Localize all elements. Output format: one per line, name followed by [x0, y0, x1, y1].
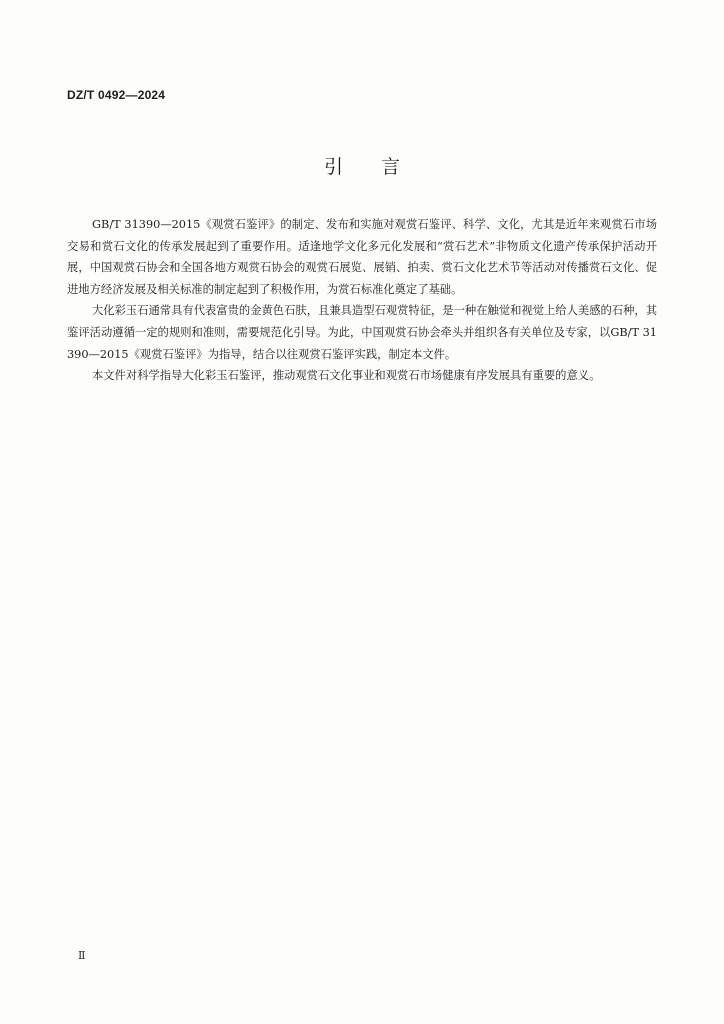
paragraph: GB/T 31390—2015《观赏石鉴评》的制定、发布和实施对观赏石鉴评、科学、文化，尤其是近年来观赏石市场交易和赏石文化的传承发展起到了重要作用。适逢地学文化多元化发展和“赏石艺术”非物质文化遗产传承保护活动开展，中国观赏石协会和全国各地方观赏石协会的观赏石展览、展销、拍卖、赏石文化艺术节等活动对传播赏石文化、促进地方经济发展及相关标准的制定起到了积极作用，为赏石标准化奠定了基础。	[67, 218, 657, 296]
paragraph: 大化彩玉石通常具有代表富贵的金黄色石肤，且兼具造型石观赏特征，是一种在触觉和视觉上给人美感的石种，其鉴评活动遵循一定的规则和准则，需要规范化引导。为此，中国观赏石协会牵头并组织各有关单位及专家，以GB/T 31390—2015《观赏石鉴评》为指导，结合以往观赏石鉴评实践，制定本文件。	[67, 304, 657, 361]
paragraph: 本文件对科学指导大化彩玉石鉴评，推动观赏石文化事业和观赏石市场健康有序发展具有重要的意义。	[92, 369, 601, 383]
document-code: DZ/T 0492—2024	[67, 88, 166, 102]
page-title: 引言	[323, 156, 438, 178]
introduction-body	[67, 214, 657, 387]
page-number: Ⅱ	[78, 950, 86, 962]
